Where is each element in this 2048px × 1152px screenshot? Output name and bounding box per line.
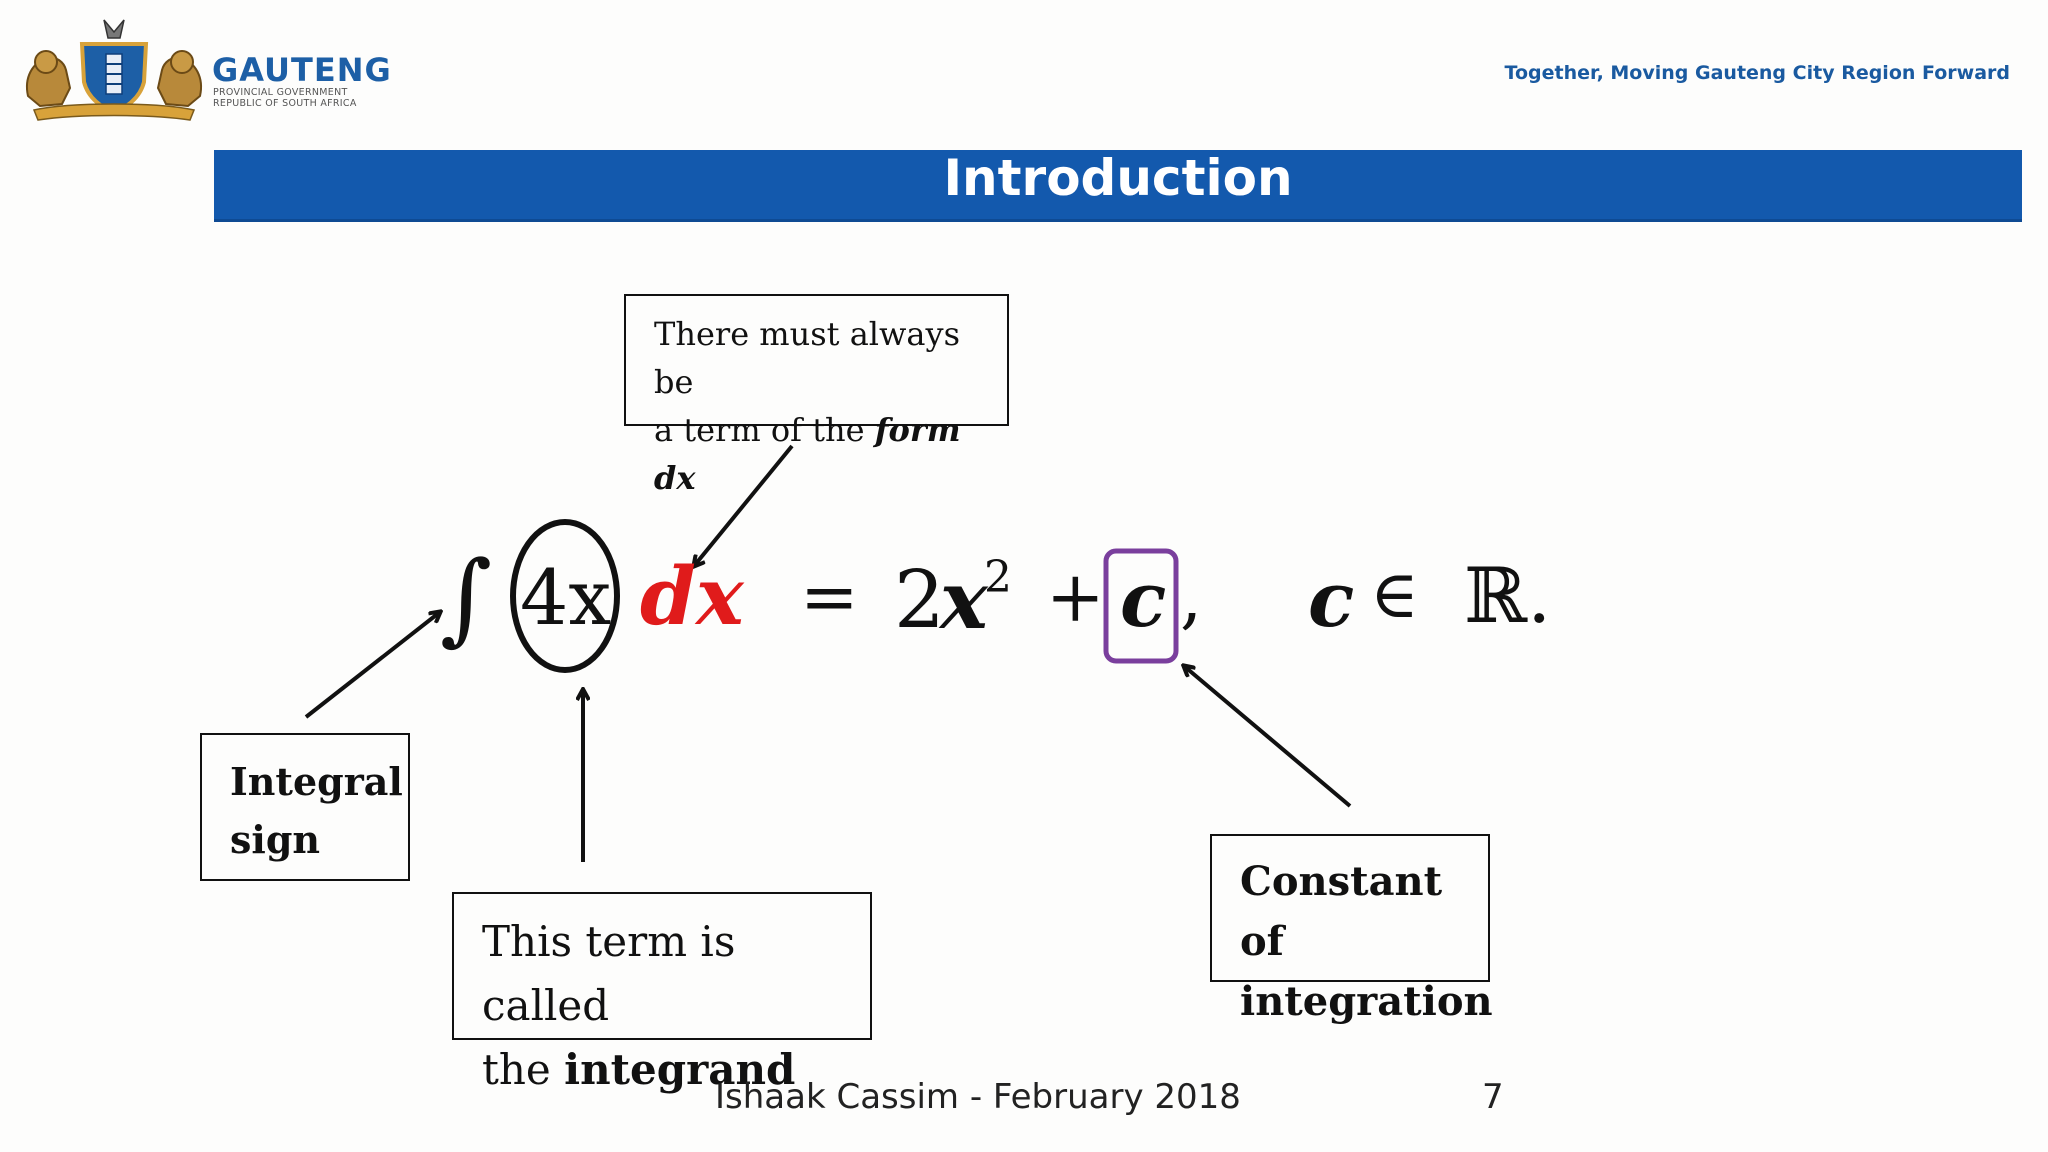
result-variable: x [940,553,988,647]
slide-footer: Ishaak Cassim - February 2018 [715,1077,1241,1117]
brand-sub-line2: REPUBLIC OF SOUTH AFRICA [213,98,357,109]
integrand-term: 4x [520,553,612,642]
result-coefficient: 2 [894,553,945,646]
page-number: 7 [1482,1077,1504,1117]
comma: , [1180,556,1203,638]
callout-integrand-line2-prefix: the [482,1045,565,1094]
slide-title: Introduction [943,149,1293,207]
callout-dx-line1: There must always be [654,315,960,401]
callout-dx-line2-prefix: a term of the [654,411,875,449]
tagline: Together, Moving Gauteng City Region Forward [1504,62,2010,84]
callout-constant [1210,834,1493,1025]
plus-sign: + [1046,556,1105,638]
callout-dx-line2-emph: form dx [654,411,961,497]
callout-dx [624,294,1009,497]
real-numbers-symbol: ℝ. [1464,551,1552,640]
callout-integral-sign [200,733,410,881]
equals-sign: = [800,556,859,638]
arrow-to-integral [306,612,440,717]
integral-sign: ∫ [440,539,493,656]
brand-name: GAUTENG [212,51,392,89]
differential-dx: dx [640,549,744,643]
brand-sub-line1: PROVINCIAL GOVERNMENT [213,87,348,98]
callout-constant-line2: integration [1240,978,1493,1025]
callout-dx-line2 [654,406,979,502]
callout-integrand [452,892,872,1094]
domain-variable-c: c [1308,555,1355,644]
result-exponent: 2 [984,552,1012,603]
callout-integrand-line2-emph: integrand [564,1045,796,1094]
callout-integrand-line1: This term is called [482,917,736,1030]
element-of-symbol: ∈ [1370,556,1419,633]
callout-constant-line1: Constant of [1240,858,1443,965]
constant-c: c [1120,555,1167,644]
arrow-to-constant [1184,666,1350,806]
callout-integral-line1: Integral [230,759,403,804]
callout-integral-line2: sign [230,817,321,862]
